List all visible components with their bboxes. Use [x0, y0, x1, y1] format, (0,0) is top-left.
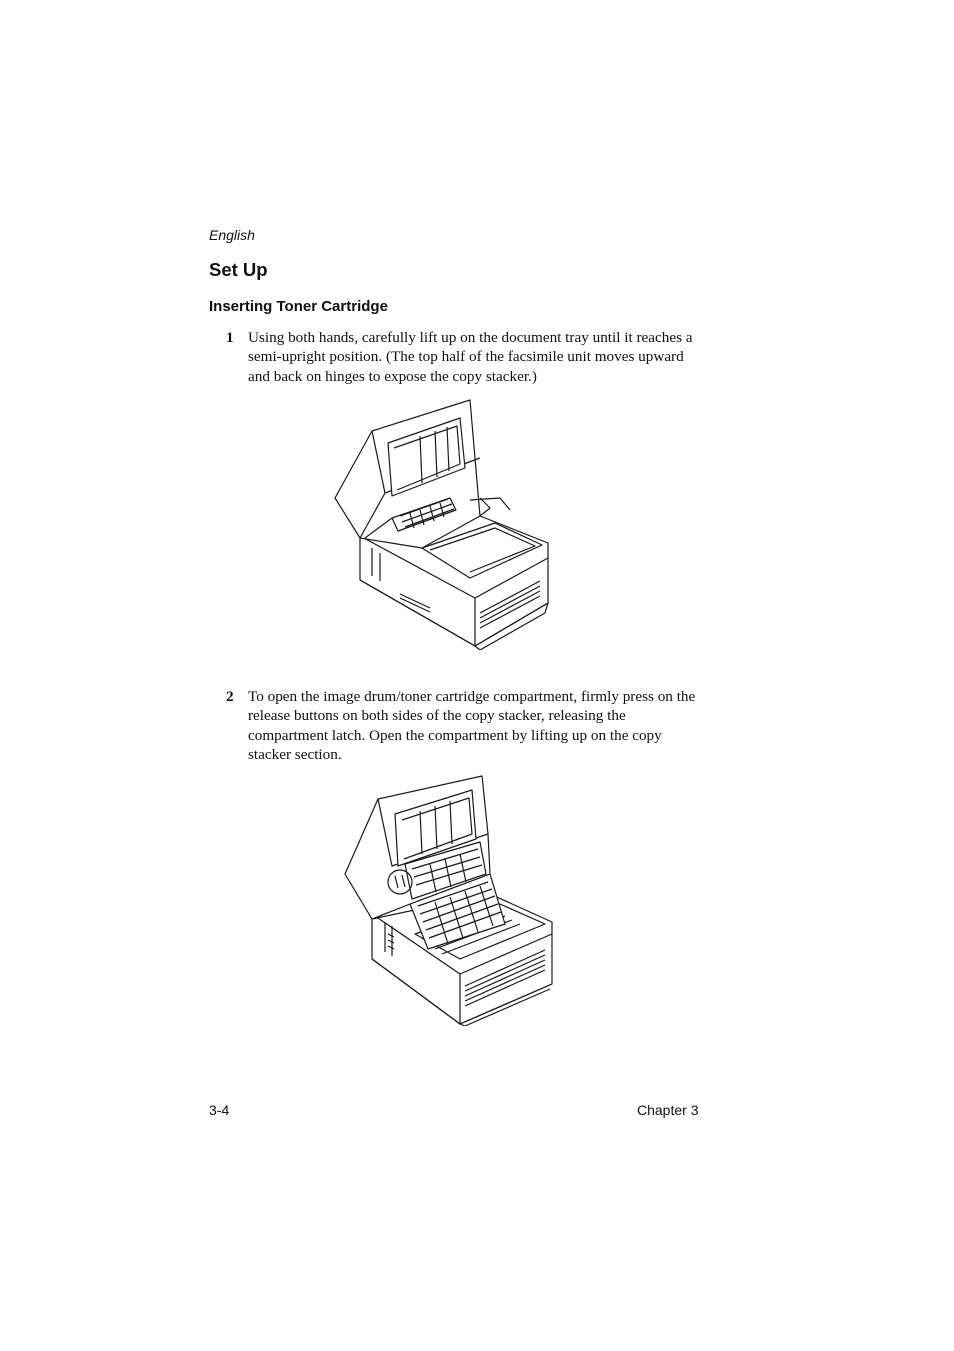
subsection-title: Inserting Toner Cartridge	[209, 298, 388, 315]
section-title: Set Up	[209, 259, 268, 280]
running-head: English	[209, 227, 255, 243]
fax-open-tray-illustration	[330, 398, 554, 650]
step-1-number: 1	[226, 329, 234, 346]
step-1-text: Using both hands, carefully lift up on the document tray until it reaches a semi-upright position. (The top half of the facsimile unit moves upward and back on hinges to expose the copy stacker.)	[248, 329, 693, 385]
step-1	[226, 328, 706, 388]
footer-page-number: 3-4	[209, 1102, 230, 1118]
step-2-number: 2	[226, 688, 234, 705]
step-2	[226, 687, 706, 765]
step-2-text: To open the image drum/toner cartridge compartment, firmly press on the release buttons on both sides of the copy stacker, releasing the compartment latch. Open the compartment by lifting up on the copy stacker section.	[248, 688, 696, 763]
fax-open-compartment-illustration	[340, 774, 556, 1026]
footer-chapter: Chapter 3	[637, 1102, 699, 1118]
